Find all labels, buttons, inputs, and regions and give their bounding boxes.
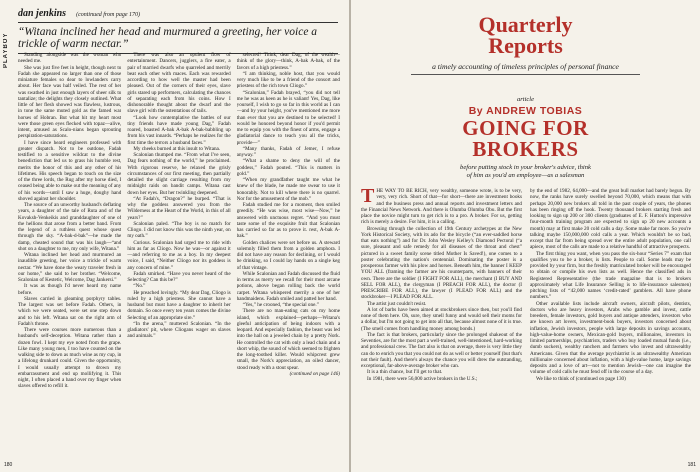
paragraph: selected! Think, dear Dag, of the wealth—think of the glory—think, A-bak A-bak, of the favors of a high priestess.”: [236, 52, 340, 71]
divider: [411, 74, 640, 75]
paragraph: He preached lovingly. “My dear Dag, Cliogo is ruled by a high priestess. She cannot have a husband but must have a daughter to inherit her domain. So once every ten years comes the divine Selecting of an appropriate sire.”: [127, 289, 231, 321]
continued-on: (continued on page 146): [289, 370, 340, 377]
paragraph: It was as though I'd never heard my name before.: [18, 283, 122, 296]
paragraph: “In the arena,” muttered Scalonian. “In the gladiators' pit, where Cliogans wager on slaves and animals.”: [127, 320, 231, 340]
magazine-name-vertical: PLAYBOY: [3, 32, 9, 68]
deck: [351, 164, 700, 180]
page-number-right: 181: [687, 462, 696, 468]
paragraph: I have since heard engineers professed with greater dispatch. Not to be outdone, Fadah testified to a sensitive wildcat to the divine benediction that led us to grass his humble rest, merits the honor of this and any other of his lifetimes. His speech began to touch on the size of the three lords, the Rug after my horse died, I ceased being able to make out the meaning of any of his words—until I saw a huge, doughy hand shoved against her shoulder.: [18, 139, 122, 202]
paragraph: Witana inclined her head and murmured an inaudible greeting, her voice a trickle of warm nectar. “We have done the weary traveler fresh in our home,” she said to her brother. “Welcome, Scalonian of Kestetic, Welcome, Dag Jankersi.”: [18, 252, 122, 283]
paragraph: “Yes,” he crooned, “the special one.”: [242, 302, 319, 308]
paragraph: She was just five feet in height, though next to Fadah she appeared no larger than one of those miniature females so dear to lowlanders carry about. Her face was half veiled. The rest of her was swathed in just enough layers of sheer silk to tantalize; the delights they closely outlined. What little of her flesh showed was flawless, lustrous, in tone the same muted gold as the famed war horses of Hobran. But what hit my heart most were those green eyes flecked with topaz—alive, intent, amused as Scalo-nians began sprouting perspiration-saturations.: [18, 64, 122, 140]
continued-from: (continued from page 170): [76, 12, 141, 18]
paragraph: “I am thinking, noble host, that you would very much like to be a friend of the consort and priestess of the rich town Cliogo.”: [236, 70, 340, 90]
paragraph: The first thing you want, when you pass the six-hour “Series 7” exam that qualifies you to be a broker, is lists. People to call. Some leads may be provided by your firm, but the freshly matriculated broker will be encouraged to obtain or compile his own lists as well. Hence the classified ads in Registered Representative (the trade magazine that is to brokers approximately what Life Insurance Selling is to life-insurance salesmen) pitching lists of “42,000 names ‘credit-rated’ gamblers. All have phone numbers.”: [530, 250, 691, 301]
left-column-2: [127, 52, 230, 458]
paragraph: Curious. Scalonian had urged me to ride with him as far as Cliogo. Now he was—or against it—and referring to me as a boy. In my deepest voice, I said, “Neither Cliogo nor its goddess is any concern of mine.”: [127, 239, 231, 271]
section-title-line1: Quarterly: [478, 12, 573, 37]
paragraph: Scalonian thumped me. “From what I've seen, Dag fears nothing of the world,” he proclaimed. With rigorous reserve, he relaxed the grisly circumstances of our first meeting, then partially detailed the slight carriage resulting from my midnight raids on bandit camps. Witana cast down her eyes. But her twinkling deepened.: [127, 152, 231, 196]
paragraph: While Scalonian and Fadah discussed the fluid in terms as merry we recall for their most arcane potions, above began rolling back the world carpet. Witana whispered merrily a one of her handmaidens. Fadah smiled and patted her hand.: [236, 270, 340, 302]
paragraph: There were courses more numerous than a husband's self-deception. Witana rather than a dozen fowl. I kept my eye noted from the grape. Like many young men, I too have counted on the walking side to down as much wine as my cup, in a lifelong drunkard could. Given the opportunity, I would usually attempt to drown my embarrassment and end up mollifying it. This night, I often placed a hand over my finger when slaves offered to refill it.: [18, 327, 122, 390]
paragraph: In 1981, there were 56,000 active brokers in the U.S.;: [367, 375, 478, 382]
left-page: [0, 0, 349, 472]
paragraph: The source of an unworthy husband's deflating years, a daughter of the tale of Ruta and of the Kovaksh-Venkeikis and granddaughter of one of the hellions that arose from a better band. From the legend of a ruthless quest whose quest through the sky. “A-bak-d-bak”—he made the damp, cheated sound that was his laugh—“and shot on a daughter to me, my only wife, Witana.”: [18, 202, 122, 252]
headline-line1: GOING FOR: [462, 116, 589, 140]
lead-paragraph: [361, 188, 522, 226]
left-columns: [18, 52, 340, 458]
deck-line2: of him as you'd an employee—as a salesman: [466, 172, 585, 179]
paragraph: “Scalonian,” Fadah brayed, “you did not tell me he was as keen as he is valiant! Yes, Dag, like yourself, I wish to go so far in this world as I can—and by your height, you've mentioned me more than ever that you are destined to be selected! I would be honored beyond honor if you'd permit me to equip you with the finest of arms, engage a gladiatorial dance to teach you all the tricks, provide—”: [236, 89, 340, 146]
section-tagline: a timely accounting of timeless principles of personal finance: [432, 62, 619, 71]
drop-cap: T: [361, 188, 375, 207]
section-masthead: [351, 14, 700, 56]
paragraph: The artist just couldn't resist.: [367, 300, 427, 307]
right-columns: [361, 188, 691, 460]
paragraph: Fadah studied me for a moment, then smiled greedily. “He was wise, most wise—Now,” he answered with unctuous regret. “And you must taste some of the exquisite fruit that Scalonian has carried so far as to prove it. rest, A-bak A-bak.”: [236, 202, 340, 240]
kicker: article: [517, 96, 534, 103]
paragraph: There was also an opulent flow of entertainment. Dancers, jugglers, a fire eater, a pair of married dwarfs who quarreled and merrily beat each other with maces. Each was rewarded according to how well the master had been pleased. Out of the corners of their eyes, slave girls stared up performers, calculating the chances of separating each from his coins. How I dishonorable thought about the dwarf and the slave girl with the ostentatious of tails.: [127, 52, 231, 115]
running-head: [18, 8, 140, 19]
pull-quote: “Witana inclined her head and murmured a greeting, her voice a trickle of warm nectar.”: [18, 22, 338, 54]
paragraph: “At Fadah's, “Dragon?” he burped. “That is why the goddess answered you from the Wilderness at the Heart of the World, in this of all years?”: [127, 195, 231, 221]
paragraph: The fact is that brokers, particularly since the prolonged shakeout of the Seventies, are for the most part a well-trained, well-intentioned, hard-working and professional crew. The fact also is that on average, there is very little they can do to enrich you that you could not do as well or better yourself (but that's not their fault). And there's always the chance you will drew the outstanding, exceptional, far-above-average broker who can.: [361, 331, 522, 369]
section-title-line2: Reports: [488, 33, 563, 58]
paragraph: “What a shame to deny the will of the goddess,” Fadah pouted. “This is matters in gold.”: [236, 158, 340, 177]
paragraph: Other available lists include aircraft owners, aircraft pilots, dentists, doctors who are heavy investors, Arabs who gamble and invest, cattle breeders, female investors, gold buyers and antique attenders, investors who are known art lovers, investment-book buyers, investors concerned about inflation, Jewish investors, people with large deposits in savings accounts, high-value-home owners, Mexican-gold buyers, millionaires, investors in limited partnerships, psychiatrists, traders who buy loaded mutual funds (i.e., dumb suckers), wealthy ranchers and farmers who invest and ultrawealthy Americans. Given that the average psychiatrist is an ultrawealthy American millionaire concerned about inflation, with a high-value home, large savings deposits and a love of art—not to mention Jewish—one can imagine the volume of cold calls he must fend off in the course of a day.: [530, 300, 691, 376]
paragraph: My cheeks burned at this insult to Witana.: [133, 145, 221, 152]
paragraph: “Many thanks, Fadah of Jemer, I refuse anyway.”: [236, 145, 340, 158]
paragraph: Slaves carried in gleaming porphyry tables. The largest was set before Fadah. Others, in which we were seated, were set one step down and to his left. Witana sat on the right arm of Fadah's throne.: [18, 295, 122, 327]
paragraph: “Look how contemplative the battles of our tiny friends have made young Dag,” Fadah roared, boasted A-bak A-bak A-bak-babbling up from his vast innards. “Perhaps he realizes for the first time the terrors a husband faces.”: [127, 114, 231, 146]
headline-line2: BROKERS: [472, 137, 579, 161]
paragraph: We like to think of (continued on page 130): [536, 375, 626, 382]
paragraph: Golden chalices were set before us. A steward solemnly filled them from a golden amphora. I did not have any reason for declining, or I would be drinking, so I could lay hands on a single keg of that vintage.: [236, 239, 340, 271]
paragraph: “No.”: [133, 283, 146, 290]
right-column-1: [361, 188, 522, 460]
paragraph: It is a thin chance, but I'll get to that.: [367, 369, 443, 376]
page-number-left: 180: [4, 462, 13, 468]
right-column-2: [530, 188, 691, 460]
deck-line1: before putting stock in your broker's advice, think: [460, 164, 591, 171]
paragraph: Scalonian paled. “The boy is no match for Cliogo. I did not know this was the ninth year, on my oath.”: [127, 220, 231, 240]
paragraph: A lot of barbs have been aimed at stockbrokers since then, but you'll find none of them here. Oh, sure, they smell funny and would sell their moms for a dollar, but I'm not going to get into all that, because almost none of it is true. (The smell comes from handling money among bonds.): [361, 306, 522, 332]
paragraph: There are no man-eating cats on my home island, which explained—perhaps—Witana's gleeful anticipation of being indoors with a leopard. And especially fashion, the beast was led into the hall on a jeweled chain by a pretty Nork. He controlled the cat with only a lead chain and a short whip, the sound of which seemed to frighten the long-toothed killer. Would whipcrest grew small, the Nork's appreciation, an oiled dancer, stood ready with a stout spear.: [236, 308, 340, 371]
byline: By ANDREW TOBIAS: [468, 105, 583, 117]
left-column-3: [237, 52, 340, 458]
paragraph: Fadah smirked. “Have you never heard of the Selecting? Can this be?”: [127, 270, 231, 283]
lead-text: HE WAY TO BE RICH, very wealthy, someone wrote, is to be very, very, very rich. Short of that—for short—there are investment books and the business press and annual reports and investment letters and the Financial News Network. And there is Olumba Olumba Obu. But the first place the novice might turn to get rich is to a pro. A broker. For us, getting rich is merely a desire. For him, it is a calling.: [361, 188, 522, 226]
left-column-1: [18, 52, 121, 458]
paragraph: “When my grandfather taught me what he knew of the blade, he made me swear to use it honorably. Not to kill where there is no quarrel. Nor for the amusement of the mob.”: [236, 177, 340, 202]
paragraph: by the end of 1982, 64,000—and the great bull market had barely begun. By now, the ranks have surely swelled beyond 70,000, which means that with perhaps 20,000 new brokers all told in the past couple of years, the phones has been ringing off the hook. Twenty thousand brokers starting fresh and looking to sign up 200 or 300 clients (graduates of E. F. Hutton's impressive four-month training program are expected to sign up 20 new accounts a month) may at first make 20 cold calls a day. Some make far more. So you're talking maybe 150,000,000 cold calls a year. Which wouldn't be so bad, except that far from being spread over the entire adult population, one call apiece, most of the calls are made to a relative handful of attractive prospects.: [530, 188, 691, 251]
right-page: [351, 0, 700, 472]
author-name: dan jenkins: [18, 8, 67, 19]
paragraph: Standing alongside was the woman who needed me.: [18, 52, 122, 65]
article-headline: [351, 118, 700, 160]
paragraph: Browsing through the collection of 19th Century archetypes at the New York Historical Society, with its ado for the bicycle (“an ever-saddled horse that eats nothing”) and for Dr. John Wesley Kelley's Diamond Pectoral (“a sure, pleasant and safe remedy for all diseases of the throat and chest” pictured in a sweet family scene titled Mother Is Saved!), one comes to a poster celebrating the nation's centennial. Dominating the poster is a prosperous farmer with his plow and horses. Beneath him, the banner I KEEP YOU ALL (framing the farmer are his counterparts, with banners of their own. There are the soldier (I FIGHT FOR ALL), the merchant (I BUY AND SELL FOR ALL), the clergyman (I PREACH FOR ALL), the doctor (I PRESCRIBE FOR ALL), the lawyer (I PLEAD FOR ALL) and the stockbroker—I PLEAD FOR ALL.: [361, 225, 522, 301]
